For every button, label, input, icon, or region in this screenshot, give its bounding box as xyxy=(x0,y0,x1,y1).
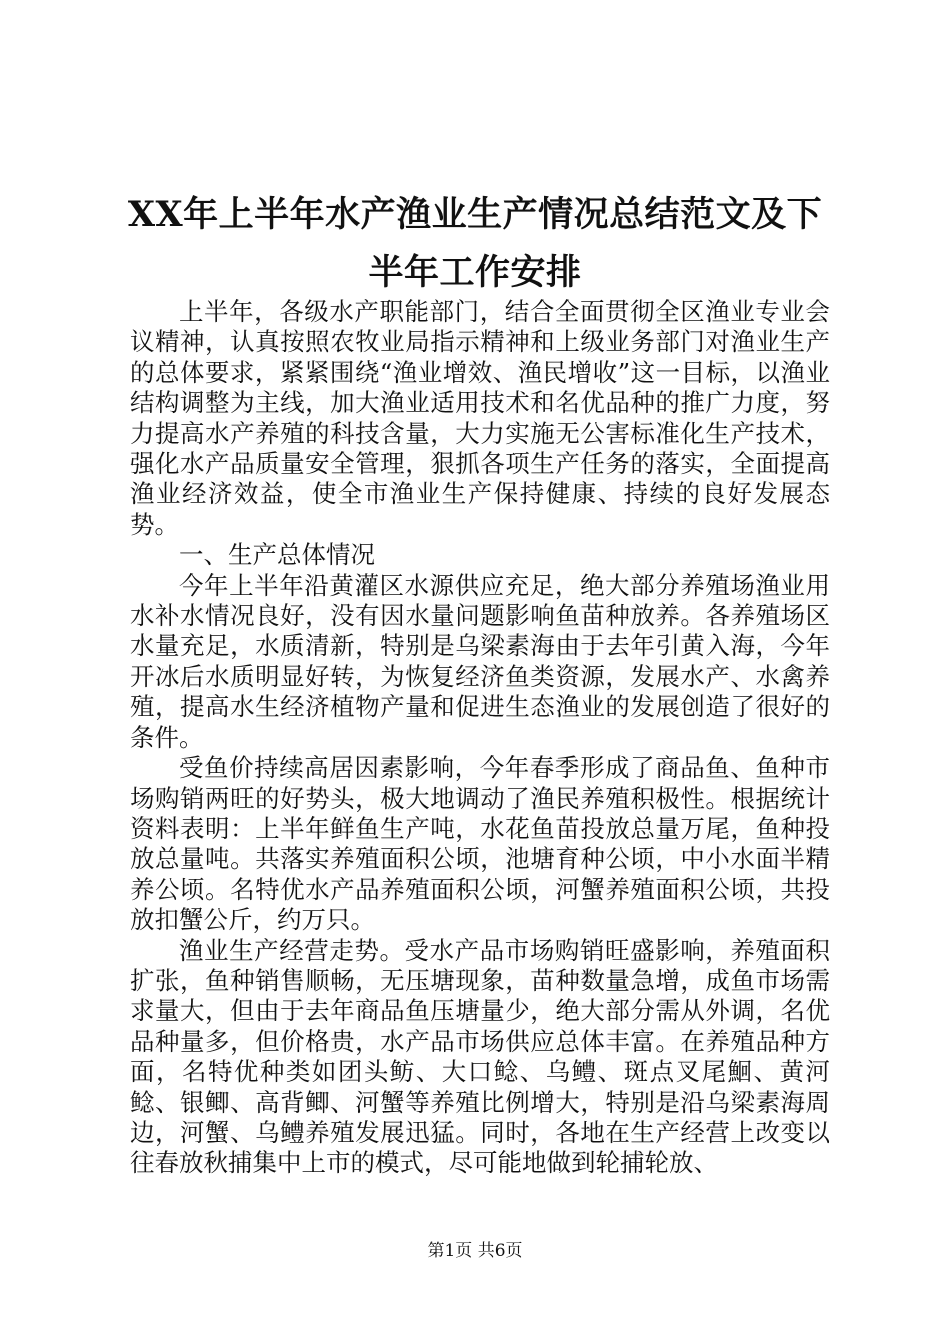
paragraph: 受鱼价持续高居因素影响，今年春季形成了商品鱼、鱼种市场购销两旺的好势头，极大地调动了渔民养殖积极性。根据统计资料表明：上半年鲜鱼生产吨，水花鱼苗投放总量万尾，鱼种投放总量吨。共落实养殖面积公顷，池塘育种公顷，中小水面半精养公顷。名特优水产品养殖面积公顷，河蟹养殖面积公顷，共投放扣蟹公斤，约万只。 xyxy=(130,753,830,935)
paragraph: 今年上半年沿黄灌区水源供应充足，绝大部分养殖场渔业用水补水情况良好，没有因水量问题影响鱼苗种放养。各养殖场区水量充足，水质清新，特别是乌梁素海由于去年引黄入海，今年开冰后水质明显好转，为恢复经济鱼类资源，发展水产、水禽养殖，提高水生经济植物产量和促进生态渔业的发展创造了很好的条件。 xyxy=(130,570,830,752)
page-number: 第1页 共6页 xyxy=(427,1241,523,1261)
document-title xyxy=(120,186,830,302)
title-line-2: 半年工作安排 xyxy=(368,252,582,293)
section-heading: 一、生产总体情况 xyxy=(179,540,375,570)
title-line-1: XX年上半年水产渔业生产情况总结范文及下 xyxy=(127,194,823,235)
document-body xyxy=(130,297,830,1179)
paragraph: 渔业生产经营走势。受水产品市场购销旺盛影响，养殖面积扩张，鱼种销售顺畅，无压塘现象，苗种数量急增，成鱼市场需求量大，但由于去年商品鱼压塘量少，绝大部分需从外调，名优品种量多，但价格贵，水产品市场供应总体丰富。在养殖品种方面，名特优种类如团头鲂、大口鲶、乌鳢、斑点叉尾鮰、黄河鲶、银鲫、高背鲫、河蟹等养殖比例增大，特别是沿乌梁素海周边，河蟹、乌鳢养殖发展迅猛。同时，各地在生产经营上改变以往春放秋捕集中上市的模式，尽可能地做到轮捕轮放、 xyxy=(130,935,830,1178)
paragraph-intro: 上半年，各级水产职能部门，结合全面贯彻全区渔业专业会议精神，认真按照农牧业局指示精神和上级业务部门对渔业生产的总体要求，紧紧围绕“渔业增效、渔民增收”这一目标，以渔业结构调整为主线，加大渔业适用技术和名优品种的推广力度，努力提高水产养殖的科技含量，大力实施无公害标准化生产技术，强化水产品质量安全管理，狠抓各项生产任务的落实，全面提高渔业经济效益，使全市渔业生产保持健康、持续的良好发展态势。 xyxy=(130,297,830,539)
